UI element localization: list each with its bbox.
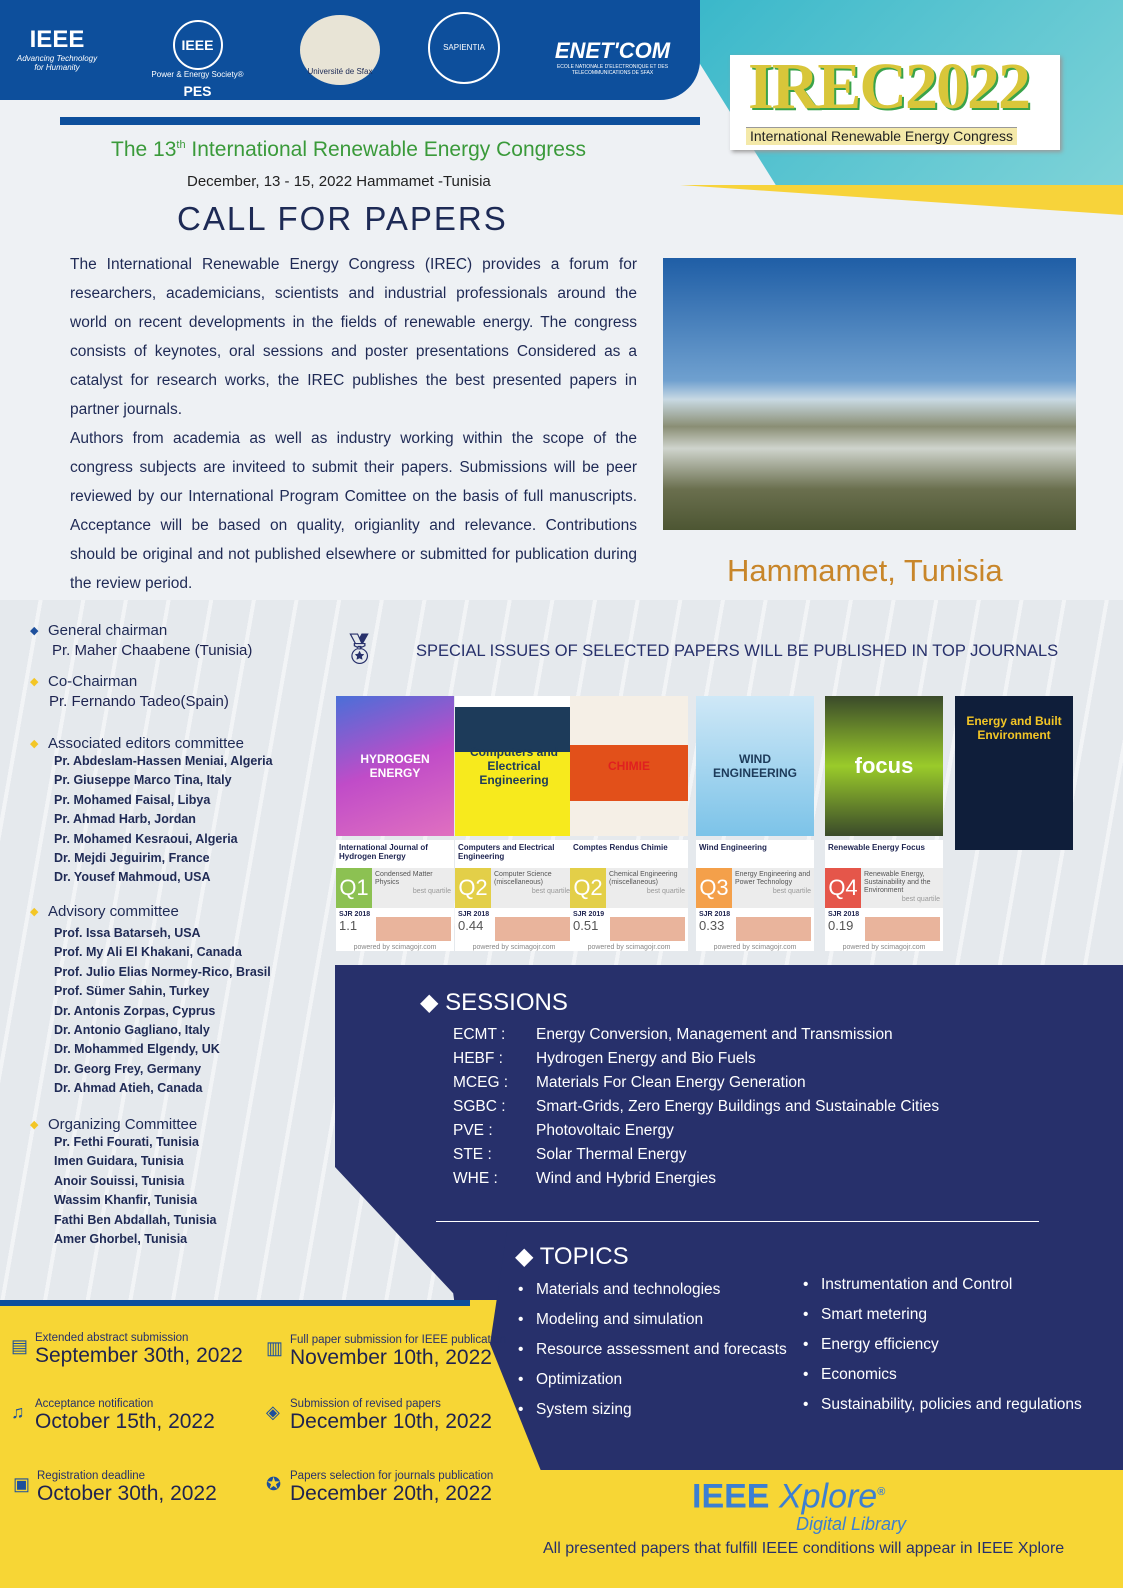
topic-item: • Resource assessment and forecasts (518, 1341, 787, 1371)
ieee-tagline: Advancing Technology for Humanity (16, 54, 98, 72)
ieee-icon: ◈ (266, 1402, 280, 1422)
committee-member: Pr. Giuseppe Marco Tina, Italy (54, 773, 232, 788)
ieee-xplore-logo: IEEE Xplore® (692, 1477, 886, 1516)
sjr-label: SJR 2018 (699, 911, 731, 918)
date-label: Acceptance notification (35, 1398, 154, 1410)
associated-editors-section (30, 735, 273, 888)
journal-cover (455, 696, 573, 836)
co-chairman-name: Pr. Fernando Tadeo(Spain) (49, 693, 229, 710)
award-icon: ✪ (266, 1474, 282, 1494)
sjr-label: SJR 2019 (573, 911, 605, 918)
session-code: HEBF : (453, 1050, 503, 1067)
session-item (453, 1095, 939, 1119)
committee-member: Wassim Khanfir, Tunisia (54, 1193, 198, 1208)
congress-dates: December, 13 - 15, 2022 Hammamet -Tunisia (187, 173, 491, 190)
intro-paragraph: Authors from academia as well as industry working within the scope of the congress subjects are inviteed to submit their papers. Submissions will be peer reviewed by our International Program Comittee on the basis of full manuscripts. Acceptance will be based on quality, origianlity and relevance. Contributions should be original and not published elsewhere or submitted for publication during the review period. (70, 430, 637, 592)
diamond-icon: ◆ (420, 989, 446, 1016)
congress-title: The 13th International Renewable Energy Congress (111, 138, 586, 161)
bell-icon: ♫ (11, 1402, 25, 1422)
quartile-badge: Q2 (570, 868, 606, 908)
date-value: November 10th, 2022 (290, 1346, 492, 1369)
committee-member: Dr. Mohammed Elgendy, UK (54, 1042, 220, 1057)
committee-member: Pr. Mohamed Faisal, Libya (54, 792, 211, 807)
irec-logo-subtitle: International Renewable Energy Congress (746, 127, 1017, 145)
topic-item: • System sizing (518, 1401, 787, 1431)
digital-library-label: Digital Library (796, 1514, 907, 1534)
call-for-papers-heading: CALL FOR PAPERS (177, 200, 508, 237)
journal-card (336, 696, 454, 951)
quartile-row (336, 868, 454, 908)
sessions-section (420, 988, 939, 1191)
irec-logo-text: IREC2022 (748, 50, 1030, 123)
quartile-badge: Q2 (455, 868, 491, 908)
topic-item: • Economics (803, 1366, 1082, 1396)
date-item (11, 1332, 243, 1368)
ieee-logo-text: IEEE (29, 26, 85, 53)
location-caption: Hammamet, Tunisia (727, 553, 1003, 588)
session-item (453, 1167, 939, 1191)
session-name: Hydrogen Energy and Bio Fuels (536, 1050, 756, 1067)
quartile-category (372, 868, 454, 908)
document-icon: ▤ (11, 1336, 29, 1356)
date-item (266, 1470, 494, 1506)
date-label: Submission of revised papers (290, 1398, 441, 1410)
committee-member: Dr. Antonis Zorpas, Cyprus (54, 1003, 216, 1018)
quartile-category (606, 868, 688, 908)
date-label: Papers selection for journals publication (290, 1470, 494, 1482)
journal-name: International Journal of Hydrogen Energy (336, 840, 454, 868)
journal-cover-title: CHIMIE (608, 759, 650, 773)
date-label: Registration deadline (37, 1470, 146, 1482)
sjr-box (696, 908, 814, 944)
journal-cover-title: HYDROGEN ENERGY (360, 752, 430, 780)
committee-member: Amer Ghorbel, Tunisia (54, 1232, 188, 1247)
powered-by-label: powered by scimagojr.com (696, 944, 814, 951)
quartile-badge: Q3 (696, 868, 732, 908)
journal-cover (570, 696, 688, 836)
sjr-sparkline (736, 911, 811, 941)
committee-member: Dr. Antonio Gagliano, Italy (54, 1023, 210, 1038)
quartile-row (825, 868, 943, 908)
journal-cover (696, 696, 814, 836)
quartile-badge: Q4 (825, 868, 861, 908)
intro-text (70, 250, 637, 598)
date-value: December 20th, 2022 (290, 1482, 492, 1505)
best-quartile-label: best quartile (531, 888, 570, 895)
enetcom-logo-text: ENET'COM (554, 38, 671, 63)
sjr-value-block (828, 911, 859, 941)
sjr-sparkline (865, 911, 940, 941)
session-code: MCEG : (453, 1074, 509, 1091)
date-label: Full paper submission for IEEE publication (290, 1334, 507, 1346)
committee-member: Dr. Georg Frey, Germany (54, 1061, 202, 1076)
session-name: Smart-Grids, Zero Energy Buildings and Sustainable Cities (536, 1098, 940, 1115)
enetcom-tagline: ECOLE NATIONALE D'ELECTRONIQUE ET DES TELECOMMUNICATIONS DE SFAX (556, 64, 669, 76)
journals-heading: SPECIAL ISSUES OF SELECTED PAPERS WILL BE PUBLISHED IN TOP JOURNALS (416, 642, 1059, 660)
session-code: ECMT : (453, 1026, 506, 1043)
session-code: STE : (453, 1146, 492, 1163)
sjr-value-block (458, 911, 489, 941)
journal-card (570, 696, 688, 951)
sjr-label: SJR 2018 (458, 911, 490, 918)
sjr-sparkline (610, 911, 685, 941)
powered-by-label: powered by scimagojr.com (455, 944, 573, 951)
category-name: Computer Science (miscellaneous) (494, 871, 552, 886)
diamond-icon: ◆ (515, 1243, 540, 1270)
date-value: October 30th, 2022 (37, 1482, 217, 1505)
best-quartile-label: best quartile (646, 888, 685, 895)
session-name: Materials For Clean Energy Generation (536, 1074, 806, 1091)
quartile-row (455, 868, 573, 908)
best-quartile-label: best quartile (772, 888, 811, 895)
committee-member: Prof. Issa Batarseh, USA (54, 926, 201, 940)
date-item (266, 1334, 507, 1370)
journal-card (955, 696, 1073, 850)
sjr-value: 0.44 (458, 918, 484, 933)
committee-member: Pr. Mohamed Kesraoui, Algeria (54, 831, 238, 846)
date-item (266, 1398, 492, 1434)
general-chairman-section (30, 622, 252, 710)
date-value: December 10th, 2022 (290, 1410, 492, 1433)
university-seal: SAPIENTIA (428, 12, 500, 84)
irec-logo (730, 50, 1060, 150)
topic-item: • Materials and technologies (518, 1281, 787, 1311)
journal-card (825, 696, 943, 951)
quartile-row (570, 868, 688, 908)
paper-icon: ▥ (266, 1338, 284, 1358)
session-name: Solar Thermal Energy (536, 1146, 687, 1163)
sjr-value: 0.19 (828, 918, 854, 933)
sjr-label: SJR 2018 (828, 911, 860, 918)
topics-heading: ◆ TOPICS (515, 1243, 629, 1270)
category-name: Chemical Engineering (miscellaneous) (609, 871, 678, 886)
sjr-label: SJR 2018 (339, 911, 371, 918)
universite-sfax-logo: Université de Sfax (300, 15, 380, 85)
sjr-value-block (699, 911, 730, 941)
committee-member: Anoir Souissi, Tunisia (54, 1173, 185, 1188)
committee-member: Prof. Julio Elias Normey-Rico, Brasil (54, 964, 271, 979)
committee-member: Prof. Sümer Sahin, Turkey (54, 984, 210, 999)
session-name: Energy Conversion, Management and Transmission (536, 1026, 893, 1043)
date-item (13, 1470, 217, 1506)
sessions-heading: SESSIONS (445, 989, 568, 1016)
topic-item: • Optimization (518, 1371, 787, 1401)
best-quartile-label: best quartile (412, 888, 451, 895)
topic-item: • Energy efficiency (803, 1336, 1082, 1366)
sjr-sparkline (376, 911, 451, 941)
advisory-committee-label: ◆ Advisory committee (30, 903, 271, 920)
journal-name: Computers and Electrical Engineering (455, 840, 573, 868)
session-name: Photovoltaic Energy (536, 1122, 674, 1139)
award-ribbon-icon: 🏅︎ (340, 633, 379, 666)
topics-list-left (518, 1281, 787, 1431)
topic-item: • Smart metering (803, 1306, 1082, 1336)
session-name: Wind and Hybrid Energies (536, 1170, 717, 1187)
category-name: Condensed Matter Physics (375, 871, 433, 886)
hammamet-photo (663, 258, 1076, 530)
journal-cover (825, 696, 943, 836)
general-chairman-name: Pr. Maher Chaabene (Tunisia) (52, 642, 253, 659)
powered-by-label: powered by scimagojr.com (570, 944, 688, 951)
powered-by-label: powered by scimagojr.com (825, 944, 943, 951)
pes-tagline: Power & Energy Society® (151, 70, 244, 79)
sjr-value: 0.51 (573, 918, 599, 933)
category-name: Energy Engineering and Power Technology (735, 871, 811, 886)
ieee-pes-logo (145, 20, 250, 99)
committee-member: Imen Guidara, Tunisia (54, 1154, 184, 1169)
session-code: PVE : (453, 1122, 493, 1139)
organizing-committee-section (30, 1116, 217, 1249)
committee-member: Pr. Ahmad Harb, Jordan (54, 812, 196, 827)
category-name: Renewable Energy, Sustainability and the Environment (864, 871, 931, 894)
committee-member: Dr. Yousef Mahmoud, USA (54, 870, 211, 885)
committee-member: Fathi Ben Abdallah, Tunisia (54, 1212, 217, 1227)
blue-stripe (60, 117, 700, 125)
journal-card (696, 696, 814, 951)
sjr-box (570, 908, 688, 944)
date-value: September 30th, 2022 (35, 1344, 243, 1367)
sjr-value: 0.33 (699, 918, 725, 933)
organizing-committee-label: ◆ Organizing Committee (30, 1116, 217, 1133)
quartile-category (491, 868, 573, 908)
date-label: Extended abstract submission (35, 1332, 189, 1344)
topic-item: • Instrumentation and Control (803, 1276, 1082, 1306)
footer-note: All presented papers that fulfill IEEE conditions will appear in IEEE Xplore (543, 1540, 1065, 1557)
quartile-category (732, 868, 814, 908)
ieee-logo (12, 26, 102, 72)
divider (436, 1221, 1039, 1222)
committee-member: Prof. My Ali El Khakani, Canada (54, 945, 242, 960)
topic-item: • Modeling and simulation (518, 1311, 787, 1341)
committee-member: Dr. Ahmad Atieh, Canada (54, 1081, 203, 1096)
ieee-pes-logo-text: IEEE PES (173, 20, 223, 70)
best-quartile-label: best quartile (901, 896, 940, 903)
sjr-value-block (573, 911, 604, 941)
journal-name: Comptes Rendus Chimie (570, 840, 688, 868)
header-band (0, 0, 700, 100)
journal-cover-title: Computers and Electrical Engineering (469, 745, 558, 787)
sjr-box (455, 908, 573, 944)
yellow-stripe (680, 185, 1123, 215)
journal-card (455, 696, 573, 951)
journal-cover-title: focus (854, 753, 914, 778)
journal-name: Renewable Energy Focus (825, 840, 943, 868)
date-item (11, 1398, 215, 1434)
associated-editors-label: ◆ Associated editors committee (30, 735, 273, 752)
topics-list-right (803, 1276, 1082, 1426)
quartile-row (696, 868, 814, 908)
topic-item: • Sustainability, policies and regulations (803, 1396, 1082, 1426)
sjr-value: 1.1 (339, 918, 358, 933)
session-item (453, 1047, 939, 1071)
co-chairman-label: ◆ Co-Chairman (30, 673, 252, 690)
quartile-badge: Q1 (336, 868, 372, 908)
committee-member: Pr. Abdeslam-Hassen Meniai, Algeria (54, 754, 273, 768)
quartile-category (861, 868, 943, 908)
session-item (453, 1119, 939, 1143)
journal-cover (955, 696, 1073, 850)
intro-paragraph: The International Renewable Energy Congress (IREC) provides a forum for researchers, academicians, scientists and industrial professionals around the world on recent developments in the fields of renewable energy. The congress consists of keynotes, oral sessions and poster presentations Considered as a catalyst for research works, the IREC publishes the best presented papers in partner journals. (70, 256, 637, 418)
session-item (453, 1023, 939, 1047)
journal-cover-title: WIND ENGINEERING (712, 752, 797, 780)
sjr-box (825, 908, 943, 944)
session-code: WHE : (453, 1170, 498, 1187)
dates-panel-bar (0, 1300, 470, 1306)
session-item (453, 1143, 939, 1167)
journal-cover (336, 696, 454, 836)
computer-icon: ▣ (13, 1474, 31, 1494)
powered-by-label: powered by scimagojr.com (336, 944, 454, 951)
advisory-committee-section (30, 903, 271, 1099)
committee-member: Pr. Fethi Fourati, Tunisia (54, 1135, 199, 1149)
sjr-sparkline (495, 911, 570, 941)
enetcom-logo (540, 38, 685, 76)
date-value: October 15th, 2022 (35, 1410, 215, 1433)
committee-member: Dr. Mejdi Jeguirim, France (54, 851, 210, 866)
journal-name: Wind Engineering (696, 840, 814, 868)
session-code: SGBC : (453, 1098, 506, 1115)
general-chairman-label: ◆ General chairman (30, 622, 252, 639)
sjr-value-block (339, 911, 370, 941)
session-item (453, 1071, 939, 1095)
sjr-box (336, 908, 454, 944)
journal-cover-title: Energy and Built Environment (966, 714, 1062, 742)
